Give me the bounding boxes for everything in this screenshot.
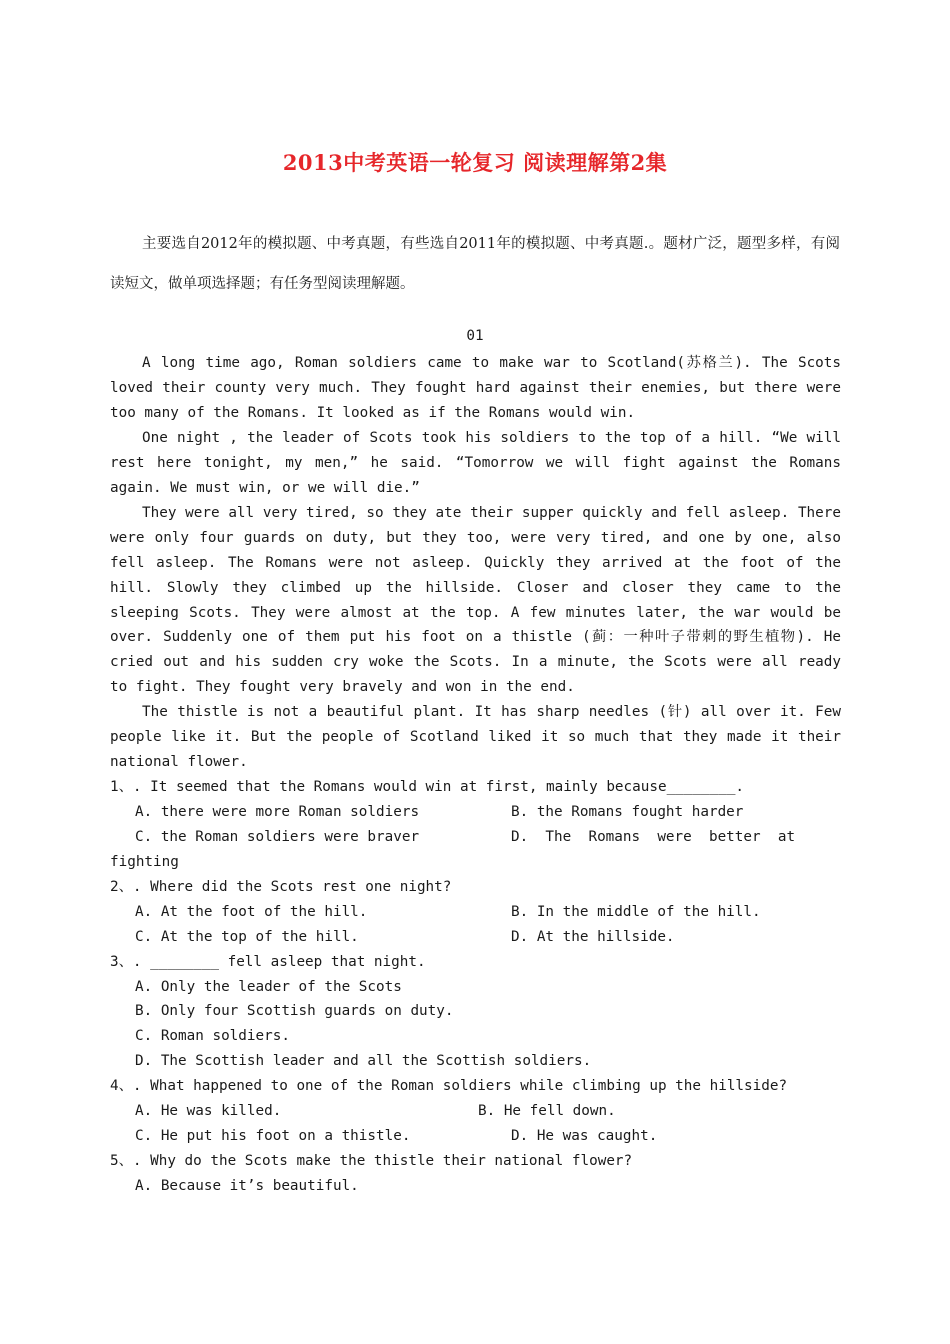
question-2-stem: 2、. Where did the Scots rest one night?: [110, 878, 452, 895]
passage-paragraph: A long time ago, Roman soldiers came to make war to Scotland(苏格兰). The Scots loved their county very much. They fought hard against their enemies, but there were too many of the Romans. It looked as if the Romans would win.: [110, 355, 841, 421]
question-1-option-c: C. the Roman soldiers were braver: [135, 828, 420, 845]
question-4-option-a: A. He was killed.: [135, 1103, 282, 1120]
question-5-stem: 5、. Why do the Scots make the thistle their national flower?: [110, 1153, 633, 1170]
question-2-option-d: D. At the hillside.: [511, 928, 675, 945]
reading-passage: [110, 351, 841, 775]
question-3-option-row: [110, 1049, 841, 1074]
question-4-options-row-2: [110, 1124, 841, 1149]
question-5-option-row: [110, 1174, 841, 1199]
question-1-option-d-continuation: fighting: [110, 853, 179, 870]
question-4-option-d: D. He was caught.: [511, 1128, 658, 1145]
question-4-option-c: C. He put his foot on a thistle.: [135, 1128, 411, 1145]
question-1-stem: 1、. It seemed that the Romans would win at first, mainly because________.: [110, 779, 745, 795]
question-list: [110, 775, 841, 1199]
question-3-option-row: [110, 999, 841, 1024]
section-number: 01: [466, 328, 484, 344]
question-3-option-row: [110, 1024, 841, 1049]
question-3-stem: 3、. ________ fell asleep that night.: [110, 953, 426, 970]
question-2-option-b: B. In the middle of the hill.: [511, 903, 761, 920]
document-title: 2013中考英语一轮复习 阅读理解第2集: [282, 150, 668, 175]
question-1-option-b: B. the Romans fought harder: [511, 803, 744, 820]
passage-paragraph: They were all very tired, so they ate their supper quickly and fell asleep. There were only four guards on duty, but they too, were very tired, and one by one, also fell asleep. The Romans were not asleep. Quickly they arrived at the foot of the hill. Slowly they climbed up the hillside. Closer and closer they came to the sleeping Scots. They were almost at the top. A few minutes later, the war would be over. Suddenly one of them put his foot on a thistle (蓟：一种叶子带刺的野生植物). He cried out and his sudden cry woke the Scots. In a minute, the Scots were all ready to fight. They fought very bravely and won in the end.: [110, 504, 841, 696]
question-1-option-d: D. The Romans were better at: [511, 828, 796, 845]
passage-paragraph: One night , the leader of Scots took his soldiers to the top of a hill. “We will rest here tonight, my men,” he said. “Tomorrow we will fight against the Romans again. We must win, or we will die.”: [110, 429, 841, 496]
question-1-options-row-1: [110, 800, 841, 825]
question-3-option-d: D. The Scottish leader and all the Scottish soldiers.: [135, 1053, 592, 1070]
question-4-options-row-1: [110, 1099, 841, 1124]
question-3-option-b: B. Only four Scottish guards on duty.: [135, 1003, 454, 1020]
question-1-options-row-2: [110, 825, 841, 850]
question-2-option-a: A. At the foot of the hill.: [135, 903, 368, 920]
question-1-option-a: A. there were more Roman soldiers: [135, 803, 420, 820]
question-2-options-row-2: [110, 925, 841, 950]
question-4-stem: 4、. What happened to one of the Roman soldiers while climbing up the hillside?: [110, 1078, 788, 1095]
question-4-option-b: B. He fell down.: [478, 1103, 616, 1120]
question-2-option-c: C. At the top of the hill.: [135, 928, 359, 945]
question-2-options-row-1: [110, 900, 841, 925]
question-5-option-a: A. Because it’s beautiful.: [135, 1178, 359, 1194]
question-3-option-a: A. Only the leader of the Scots: [135, 978, 402, 995]
intro-paragraph: 主要选自2012年的模拟题、中考真题，有些选自2011年的模拟题、中考真题.。题材广泛，题型多样，有阅读短文，做单项选择题；有任务型阅读理解题。: [110, 236, 840, 292]
question-3-option-row: [110, 975, 841, 1000]
question-3-option-c: C. Roman soldiers.: [135, 1028, 290, 1045]
passage-paragraph: The thistle is not a beautiful plant. It has sharp needles (针) all over it. Few people like it. But the people of Scotland liked it so much that they made it their national flower.: [110, 704, 841, 771]
